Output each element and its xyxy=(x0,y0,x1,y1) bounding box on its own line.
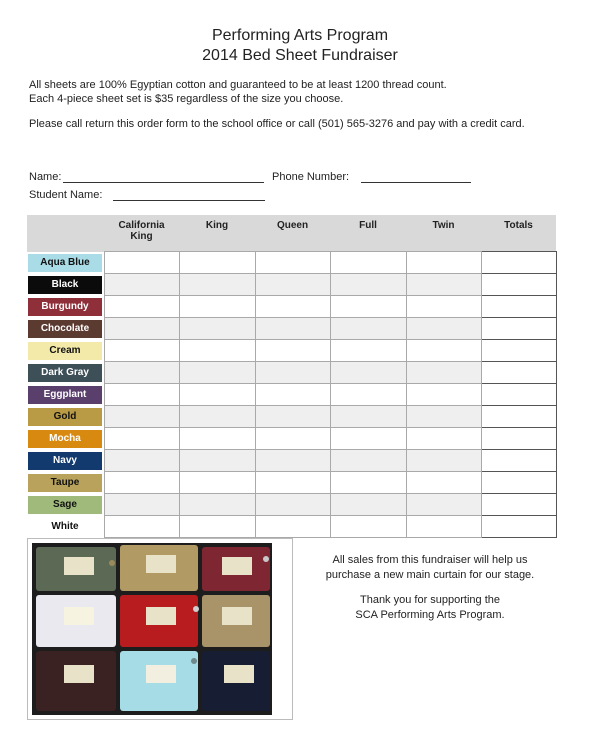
quantity-cell[interactable] xyxy=(104,450,179,472)
quantity-cell[interactable] xyxy=(255,516,330,538)
color-swatch-gold: Gold xyxy=(28,408,102,426)
quantity-cell[interactable] xyxy=(406,296,481,318)
table-row xyxy=(27,494,556,516)
quantity-cell[interactable] xyxy=(104,296,179,318)
total-cell[interactable] xyxy=(481,362,556,384)
quantity-cell[interactable] xyxy=(104,406,179,428)
total-cell[interactable] xyxy=(481,340,556,362)
table-row xyxy=(27,406,556,428)
quantity-cell[interactable] xyxy=(179,516,255,538)
color-cell xyxy=(27,384,104,406)
quantity-cell[interactable] xyxy=(255,384,330,406)
quantity-cell[interactable] xyxy=(104,516,179,538)
quantity-cell[interactable] xyxy=(406,516,481,538)
color-swatch-cream: Cream xyxy=(28,342,102,360)
total-cell[interactable] xyxy=(481,296,556,318)
table-corner xyxy=(27,215,104,252)
quantity-cell[interactable] xyxy=(255,296,330,318)
phone-label: Phone Number: xyxy=(272,171,350,183)
color-swatch-taupe: Taupe xyxy=(28,474,102,492)
quantity-cell[interactable] xyxy=(330,472,406,494)
student-name-field[interactable] xyxy=(113,200,265,201)
column-header-twin: Twin xyxy=(406,215,481,252)
color-cell xyxy=(27,340,104,362)
quantity-cell[interactable] xyxy=(255,472,330,494)
quantity-cell[interactable] xyxy=(255,428,330,450)
quantity-cell[interactable] xyxy=(330,494,406,516)
color-cell xyxy=(27,406,104,428)
total-cell[interactable] xyxy=(481,406,556,428)
quantity-cell[interactable] xyxy=(406,362,481,384)
quantity-cell[interactable] xyxy=(330,516,406,538)
quantity-cell[interactable] xyxy=(255,362,330,384)
color-cell xyxy=(27,296,104,318)
order-table xyxy=(27,215,557,538)
color-cell xyxy=(27,516,104,538)
quantity-cell[interactable] xyxy=(179,384,255,406)
color-swatch-dark-gray: Dark Gray xyxy=(28,364,102,382)
sheet-sets-photo xyxy=(27,538,293,720)
total-cell[interactable] xyxy=(481,472,556,494)
column-header-full: Full xyxy=(330,215,406,252)
quantity-cell[interactable] xyxy=(406,274,481,296)
table-row xyxy=(27,428,556,450)
closing-line-1: All sales from this fundraiser will help us xyxy=(332,554,528,566)
quantity-cell[interactable] xyxy=(406,472,481,494)
quantity-cell[interactable] xyxy=(255,252,330,274)
column-header-totals: Totals xyxy=(481,215,556,252)
name-field[interactable] xyxy=(63,182,264,183)
color-cell xyxy=(27,362,104,384)
quantity-cell[interactable] xyxy=(179,428,255,450)
quantity-cell[interactable] xyxy=(179,340,255,362)
quantity-cell[interactable] xyxy=(179,406,255,428)
quantity-cell[interactable] xyxy=(255,274,330,296)
quantity-cell[interactable] xyxy=(104,428,179,450)
quantity-cell[interactable] xyxy=(406,252,481,274)
intro-line-1: All sheets are 100% Egyptian cotton and guaranteed to be at least 1200 thread count. xyxy=(29,79,447,91)
table-row xyxy=(27,296,556,318)
quantity-cell[interactable] xyxy=(104,494,179,516)
color-cell xyxy=(27,252,104,274)
color-swatch-aqua-blue: Aqua Blue xyxy=(28,254,102,272)
quantity-cell[interactable] xyxy=(330,384,406,406)
total-cell[interactable] xyxy=(481,384,556,406)
page-subtitle: 2014 Bed Sheet Fundraiser xyxy=(202,47,398,64)
color-swatch-chocolate: Chocolate xyxy=(28,320,102,338)
quantity-cell[interactable] xyxy=(330,274,406,296)
total-cell[interactable] xyxy=(481,252,556,274)
quantity-cell[interactable] xyxy=(179,296,255,318)
total-cell[interactable] xyxy=(481,318,556,340)
quantity-cell[interactable] xyxy=(255,318,330,340)
quantity-cell[interactable] xyxy=(104,274,179,296)
quantity-cell[interactable] xyxy=(406,384,481,406)
page-title: Performing Arts Program xyxy=(211,27,389,44)
table-row xyxy=(27,450,556,472)
quantity-cell[interactable] xyxy=(406,450,481,472)
color-cell xyxy=(27,318,104,340)
color-swatch-eggplant: Eggplant xyxy=(28,386,102,404)
column-header-california-king: California King xyxy=(104,215,179,252)
quantity-cell[interactable] xyxy=(330,340,406,362)
quantity-cell[interactable] xyxy=(104,472,179,494)
table-row xyxy=(27,274,556,296)
color-swatch-sage: Sage xyxy=(28,496,102,514)
quantity-cell[interactable] xyxy=(104,340,179,362)
quantity-cell[interactable] xyxy=(330,362,406,384)
quantity-cell[interactable] xyxy=(255,450,330,472)
closing-line-2: purchase a new main curtain for our stage. xyxy=(325,569,535,581)
quantity-cell[interactable] xyxy=(104,362,179,384)
quantity-cell[interactable] xyxy=(330,428,406,450)
quantity-cell[interactable] xyxy=(179,450,255,472)
quantity-cell[interactable] xyxy=(330,406,406,428)
quantity-cell[interactable] xyxy=(179,274,255,296)
name-label: Name: xyxy=(29,171,62,183)
quantity-cell[interactable] xyxy=(406,428,481,450)
phone-field[interactable] xyxy=(361,182,471,183)
table-row xyxy=(27,362,556,384)
color-swatch-white: White xyxy=(28,518,102,536)
table-body xyxy=(27,252,556,538)
color-cell xyxy=(27,450,104,472)
quantity-cell[interactable] xyxy=(179,252,255,274)
total-cell[interactable] xyxy=(481,494,556,516)
quantity-cell[interactable] xyxy=(179,472,255,494)
quantity-cell[interactable] xyxy=(330,296,406,318)
thank-you-line-2: SCA Performing Arts Program. xyxy=(355,609,505,621)
quantity-cell[interactable] xyxy=(406,340,481,362)
table-row xyxy=(27,340,556,362)
table-row xyxy=(27,516,556,538)
quantity-cell[interactable] xyxy=(406,406,481,428)
table-row xyxy=(27,472,556,494)
quantity-cell[interactable] xyxy=(330,450,406,472)
intro-line-2: Each 4-piece sheet set is $35 regardless of the size you choose. xyxy=(29,93,344,105)
color-cell xyxy=(27,494,104,516)
quantity-cell[interactable] xyxy=(406,318,481,340)
quantity-cell[interactable] xyxy=(406,494,481,516)
total-cell[interactable] xyxy=(481,450,556,472)
table-row xyxy=(27,318,556,340)
quantity-cell[interactable] xyxy=(104,318,179,340)
quantity-cell[interactable] xyxy=(330,318,406,340)
column-header-king: King xyxy=(179,215,255,252)
column-header-queen: Queen xyxy=(255,215,330,252)
student-name-label: Student Name: xyxy=(29,189,103,201)
quantity-cell[interactable] xyxy=(255,406,330,428)
sheet-sets-image xyxy=(28,539,292,719)
quantity-cell[interactable] xyxy=(255,340,330,362)
color-swatch-burgundy: Burgundy xyxy=(28,298,102,316)
quantity-cell[interactable] xyxy=(330,252,406,274)
table-row xyxy=(27,384,556,406)
quantity-cell[interactable] xyxy=(104,252,179,274)
color-swatch-black: Black xyxy=(28,276,102,294)
quantity-cell[interactable] xyxy=(179,318,255,340)
closing-message xyxy=(300,553,560,583)
color-cell xyxy=(27,428,104,450)
color-cell xyxy=(27,472,104,494)
thank-you-line-1: Thank you for supporting the xyxy=(359,594,501,606)
color-cell xyxy=(27,274,104,296)
instructions-text: Please call return this order form to the school office or call (501) 565-3276 and pay with a credit card. xyxy=(29,118,525,130)
quantity-cell[interactable] xyxy=(179,362,255,384)
table-header-row xyxy=(27,215,556,252)
total-cell[interactable] xyxy=(481,516,556,538)
color-swatch-mocha: Mocha xyxy=(28,430,102,448)
thank-you-message xyxy=(300,593,560,623)
quantity-cell[interactable] xyxy=(104,384,179,406)
total-cell[interactable] xyxy=(481,428,556,450)
color-swatch-navy: Navy xyxy=(28,452,102,470)
quantity-cell[interactable] xyxy=(179,494,255,516)
table-row xyxy=(27,252,556,274)
quantity-cell[interactable] xyxy=(255,494,330,516)
total-cell[interactable] xyxy=(481,274,556,296)
intro-text xyxy=(29,78,447,106)
